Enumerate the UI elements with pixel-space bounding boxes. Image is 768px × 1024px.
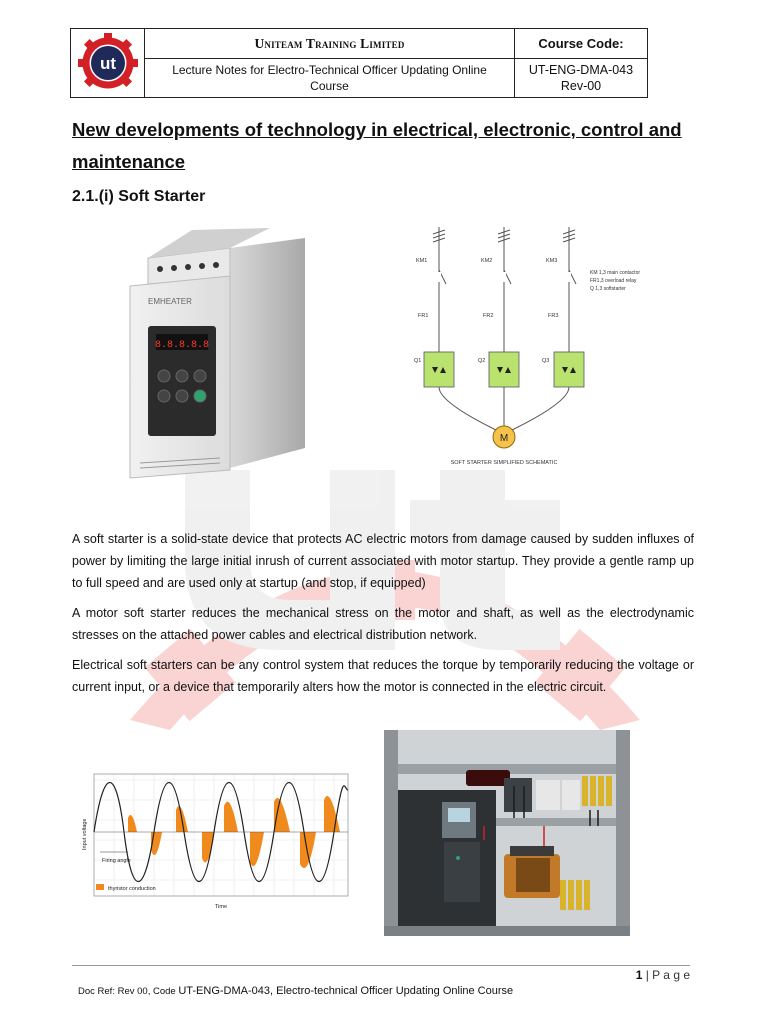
label-km1: KM1: [416, 258, 428, 264]
firing-angle-label: Firing angle: [102, 858, 131, 864]
page-label: | P a g e: [645, 968, 690, 982]
section-heading: 2.1.(i) Soft Starter: [72, 188, 206, 205]
label-fr3: FR3: [548, 313, 559, 319]
waveform-ylabel: Input voltage: [82, 818, 88, 850]
footer-divider: [72, 965, 690, 966]
paragraph-torque: Electrical soft starters can be any control system that reduces the torque by temporarily reducing the voltage or current input, or a device that temporarily alters how the motor is connected in the electric circuit.: [72, 658, 694, 694]
company-logo: [71, 29, 145, 97]
label-fr1: FR1: [418, 313, 429, 319]
legend-line-2: FR1,3 overload relay: [590, 278, 637, 284]
control-cabinet-photo: [384, 730, 630, 936]
docref-prefix: Doc Ref: Rev 00, Code: [78, 986, 176, 997]
paragraph-stress: A motor soft starter reduces the mechanical stress on the motor and shaft, as well as the electrodynamic stresses on the attached power cables and electrical distribution network.: [72, 606, 694, 642]
paragraph-definition: A soft starter is a solid-state device that protects AC electric motors from damage caused by sudden influxes of power by limiting the large initial inrush of current associated with motor startup. They provide a gentle ramp up to full speed and are used only at startup (and stop, if equipped): [72, 532, 694, 590]
lecture-notes-title: Lecture Notes for Electro-Technical Officer Updating Online Course: [145, 59, 515, 97]
label-q2: Q2: [478, 358, 486, 364]
logo-text: ut: [99, 54, 117, 73]
page-number-value: 1: [635, 968, 643, 982]
legend-line-3: Q 1,3 softstarter: [590, 286, 626, 292]
course-code-label: Course Code:: [515, 29, 647, 59]
starter-display: 8.8.8.8.8: [154, 340, 210, 351]
legend-line-1: KM 1,3 main contactor: [590, 270, 641, 276]
course-code: UT-ENG-DMA-043: [528, 63, 634, 77]
company-name: Uniteam Training Limited: [145, 29, 515, 59]
starter-brand: EMHEATER: [148, 297, 192, 306]
waveform-legend: thyristor conduction: [108, 886, 156, 892]
page-number: [636, 968, 690, 982]
motor-label: M: [499, 433, 509, 444]
revision: Rev-00: [560, 79, 602, 93]
label-q3: Q3: [542, 358, 550, 364]
soft-starter-schematic: [404, 222, 644, 472]
label-km3: KM3: [546, 258, 558, 264]
page-title: New developments of technology in electrical, electronic, control and maintenance: [72, 119, 682, 172]
course-code-cell: [515, 59, 647, 97]
label-q1: Q1: [414, 358, 422, 364]
docref-code: UT-ENG-DMA-043, Electro-technical Officer Updating Online Course: [178, 985, 514, 997]
label-fr2: FR2: [483, 313, 494, 319]
thyristor-waveform-figure: [80, 770, 352, 912]
soft-starter-photo: [120, 208, 310, 498]
document-header: [70, 28, 648, 98]
document-reference: [78, 985, 513, 997]
waveform-xlabel: Time: [214, 904, 228, 910]
schematic-caption: SOFT STARTER SIMPLIFIED SCHEMATIC: [450, 460, 558, 466]
label-km2: KM2: [481, 258, 493, 264]
